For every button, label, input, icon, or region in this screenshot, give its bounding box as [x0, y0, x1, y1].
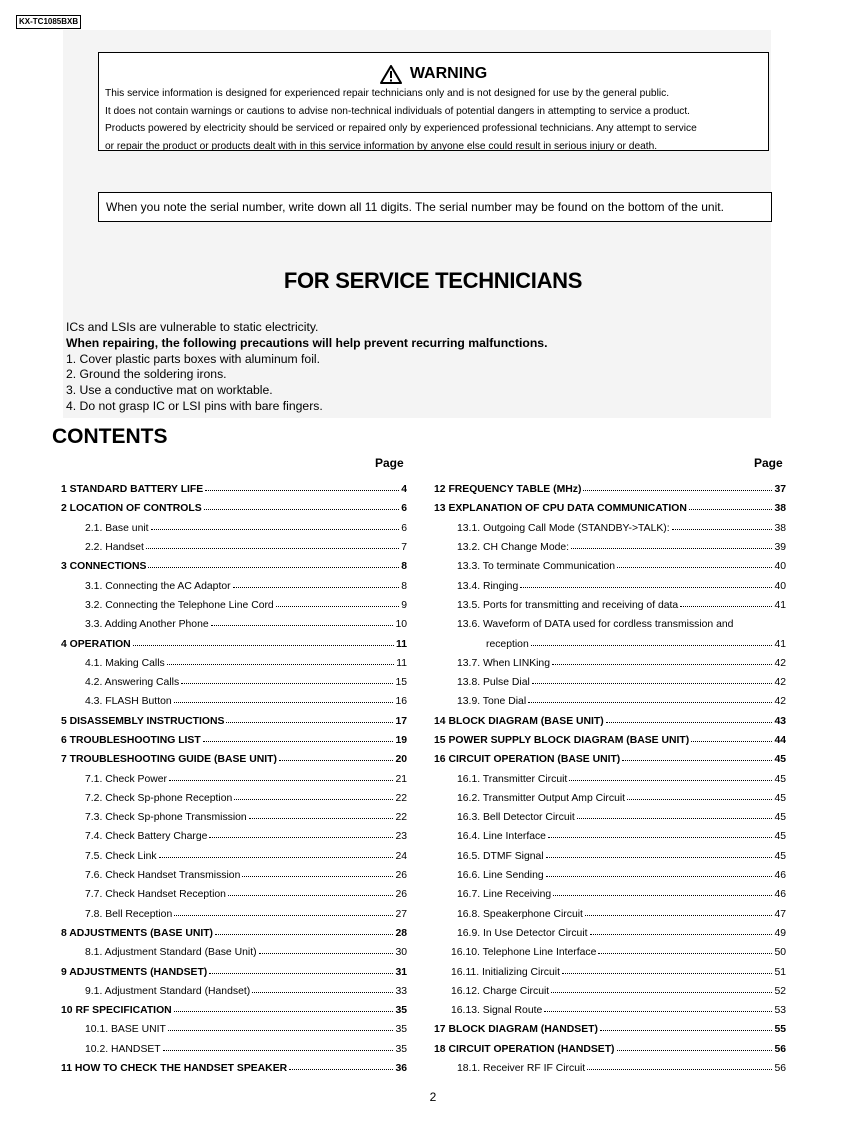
toc-entry-page: 35 [395, 1005, 407, 1017]
toc-entry-page: 4 [401, 484, 407, 496]
toc-entry-title: 2.2. Handset [85, 542, 144, 554]
toc-entry[interactable] [434, 596, 786, 615]
toc-entry-page: 6 [401, 522, 407, 534]
toc-entry-title: 3.3. Adding Another Phone [85, 619, 209, 631]
toc-entry-title: 11 HOW TO CHECK THE HANDSET SPEAKER [61, 1063, 288, 1075]
toc-entry-title: 13.2. CH Change Mode: [457, 542, 570, 554]
toc-dot-leader [587, 1069, 772, 1070]
toc-entry-page: 33 [395, 985, 407, 997]
toc-entry[interactable] [55, 982, 407, 1001]
toc-entry-page: 39 [774, 542, 786, 554]
toc-entry-page: 41 [774, 638, 786, 650]
toc-entry[interactable] [55, 519, 407, 538]
toc-dot-leader [546, 857, 773, 858]
toc-entry-title: 7.7. Check Handset Reception [85, 889, 226, 901]
toc-entry[interactable] [55, 480, 407, 499]
toc-entry-title: 2 LOCATION OF CONTROLS [61, 503, 202, 515]
toc-dot-leader [276, 606, 400, 607]
toc-entry-page: 35 [395, 1043, 407, 1055]
toc-dot-leader [672, 529, 773, 530]
toc-entry-page: 47 [774, 908, 786, 920]
toc-entry[interactable] [55, 789, 407, 808]
toc-dot-leader [209, 973, 393, 974]
toc-dot-leader [577, 818, 773, 819]
toc-entry[interactable] [434, 576, 786, 595]
toc-entry-title: 9.1. Adjustment Standard (Handset) [85, 985, 251, 997]
toc-entry-title: 7.1. Check Power [85, 773, 168, 785]
toc-entry-title: 16.4. Line Interface [457, 831, 546, 843]
toc-entry-title: 16.9. In Use Detector Circuit [457, 927, 588, 939]
toc-entry[interactable] [55, 557, 407, 576]
page-column-label-left: Page [375, 456, 404, 470]
toc-entry[interactable] [434, 1001, 786, 1020]
toc-entry[interactable] [434, 692, 786, 711]
toc-dot-leader [204, 509, 400, 510]
toc-entry-page: 51 [774, 966, 786, 978]
toc-dot-leader [600, 1030, 772, 1031]
toc-entry-title: 17 BLOCK DIAGRAM (HANDSET) [434, 1024, 598, 1036]
toc-dot-leader [689, 509, 773, 510]
toc-entry[interactable] [434, 712, 786, 731]
toc-entry[interactable] [434, 885, 786, 904]
toc-entry-page: 45 [774, 831, 786, 843]
toc-entry[interactable] [434, 750, 786, 769]
toc-entry-page: 20 [395, 754, 407, 766]
toc-entry-title: 13.3. To terminate Communication [457, 561, 616, 573]
toc-dot-leader [553, 895, 772, 896]
toc-entry[interactable] [434, 557, 786, 576]
toc-entry-title: 10.2. HANDSET [85, 1043, 161, 1055]
toc-entry-page: 43 [774, 715, 786, 727]
warning-heading [105, 63, 762, 85]
toc-entry[interactable] [434, 538, 786, 557]
toc-entry[interactable] [434, 982, 786, 1001]
toc-dot-leader [163, 1050, 394, 1051]
warning-title: WARNING [409, 65, 488, 82]
toc-dot-leader [551, 992, 772, 993]
toc-entry[interactable] [55, 1020, 407, 1039]
toc-dot-leader [174, 915, 393, 916]
model-number-tag: KX-TC1085BXB [16, 15, 81, 29]
toc-entry-page: 31 [395, 966, 407, 978]
toc-entry[interactable] [55, 905, 407, 924]
warning-box [98, 52, 769, 151]
toc-dot-leader [520, 587, 772, 588]
toc-entry[interactable] [55, 866, 407, 885]
serial-number-note: When you note the serial number, write down all 11 digits. The serial number may be found on the bottom of the unit. [98, 192, 772, 222]
toc-entry-page: 45 [774, 850, 786, 862]
toc-entry-page: 45 [774, 812, 786, 824]
toc-entry[interactable] [55, 827, 407, 846]
toc-entry[interactable] [55, 576, 407, 595]
toc-dot-leader [528, 702, 772, 703]
toc-entry-page: 36 [395, 1063, 407, 1075]
toc-entry[interactable] [434, 480, 786, 499]
toc-dot-leader [234, 799, 393, 800]
toc-dot-leader [617, 567, 772, 568]
toc-dot-leader [215, 934, 393, 935]
toc-entry[interactable] [55, 1040, 407, 1059]
toc-entry-page: 49 [774, 927, 786, 939]
toc-entry-title: 15 POWER SUPPLY BLOCK DIAGRAM (BASE UNIT) [434, 735, 690, 746]
toc-entry-title: 6 TROUBLESHOOTING LIST [61, 735, 201, 746]
toc-right-column [434, 480, 786, 1078]
toc-entry-title: 16.5. DTMF Signal [457, 850, 544, 862]
toc-entry-page: 53 [774, 1005, 786, 1017]
toc-dot-leader [259, 953, 394, 954]
toc-dot-leader [249, 818, 394, 819]
toc-entry-page: 42 [774, 696, 786, 708]
warning-line: or repair the product or products dealt with in this service information by anyone else could result in serious injury or death. [105, 140, 658, 152]
toc-entry-page: 56 [774, 1063, 786, 1075]
toc-entry-page: 44 [774, 735, 786, 746]
toc-dot-leader [203, 741, 394, 742]
toc-entry[interactable] [434, 1020, 786, 1039]
toc-entry-title: 9 ADJUSTMENTS (HANDSET) [61, 966, 208, 978]
toc-entry-title: 4.2. Answering Calls [85, 677, 180, 689]
toc-entry-page: 38 [774, 522, 786, 534]
toc-dot-leader [167, 664, 395, 665]
precaution-item: 4. Do not grasp IC or LSI pins with bare fingers. [66, 398, 323, 413]
toc-entry-page: 46 [774, 889, 786, 901]
toc-entry[interactable] [434, 634, 786, 653]
toc-entry[interactable] [55, 499, 407, 518]
toc-entry-page: 38 [774, 503, 786, 515]
toc-dot-leader [169, 780, 393, 781]
toc-entry-page: 55 [774, 1024, 786, 1036]
toc-dot-leader [233, 587, 400, 588]
toc-dot-leader [548, 837, 772, 838]
toc-dot-leader [226, 722, 393, 723]
toc-entry[interactable] [434, 789, 786, 808]
toc-entry[interactable] [55, 731, 407, 750]
toc-entry[interactable] [434, 905, 786, 924]
toc-entry[interactable] [434, 769, 786, 788]
toc-entry-title: 7.5. Check Link [85, 850, 157, 862]
toc-dot-leader [569, 780, 772, 781]
toc-entry-title: 1 STANDARD BATTERY LIFE [61, 484, 204, 496]
toc-entry[interactable] [434, 519, 786, 538]
toc-entry-title: 13.1. Outgoing Call Mode (STANDBY->TALK): [457, 522, 670, 534]
toc-entry[interactable] [55, 1001, 407, 1020]
toc-entry-page: 40 [774, 580, 786, 592]
toc-entry-title: 13 EXPLANATION OF CPU DATA COMMUNICATION [434, 503, 687, 515]
toc-entry[interactable] [55, 885, 407, 904]
contents-title: CONTENTS [52, 425, 168, 448]
toc-entry-page: 45 [774, 773, 786, 785]
toc-entry[interactable] [434, 962, 786, 981]
toc-entry-title: 7.4. Check Battery Charge [85, 831, 208, 843]
toc-dot-leader [590, 934, 773, 935]
toc-entry-title: 16.6. Line Sending [457, 870, 544, 882]
toc-dot-leader [532, 683, 773, 684]
toc-entry-title: 13.7. When LINKing [457, 657, 550, 669]
static-precautions [66, 320, 547, 415]
toc-entry[interactable] [55, 712, 407, 731]
toc-entry-page: 27 [395, 908, 407, 920]
toc-entry-page: 56 [774, 1043, 786, 1055]
toc-dot-leader [151, 529, 400, 530]
service-technicians-heading: FOR SERVICE TECHNICIANS [283, 268, 583, 293]
toc-entry-title: 2.1. Base unit [85, 522, 149, 534]
toc-entry-title: 12 FREQUENCY TABLE (MHz) [434, 484, 582, 496]
toc-entry-title: 16.10. Telephone Line Interface [451, 947, 597, 959]
toc-entry[interactable] [434, 808, 786, 827]
toc-dot-leader [205, 490, 399, 491]
toc-entry-title: 4 OPERATION [61, 638, 131, 650]
toc-entry-page: 8 [401, 580, 407, 592]
toc-dot-leader [552, 664, 772, 665]
precaution-bold-note: When repairing, the following precautions will help prevent recurring malfunctions. [66, 335, 548, 350]
toc-entry[interactable] [434, 943, 786, 962]
toc-entry-page: 26 [395, 870, 407, 882]
toc-entry-page: 11 [396, 657, 407, 669]
toc-dot-leader [228, 895, 394, 896]
toc-dot-leader [606, 722, 773, 723]
toc-entry-title: 8 ADJUSTMENTS (BASE UNIT) [61, 927, 214, 939]
toc-entry-title: 18 CIRCUIT OPERATION (HANDSET) [434, 1043, 615, 1055]
toc-entry[interactable] [55, 615, 407, 634]
toc-dot-leader [252, 992, 393, 993]
toc-entry-page: 11 [396, 638, 407, 650]
toc-entry-page: 45 [774, 792, 786, 804]
toc-entry-title: 7.2. Check Sp-phone Reception [85, 792, 233, 804]
toc-entry[interactable] [55, 924, 407, 943]
toc-entry-page: 42 [774, 677, 786, 689]
toc-entry-page: 52 [774, 985, 786, 997]
warning-line: This service information is designed for experienced repair technicians only and is not designed for use by the general public. [105, 88, 670, 99]
toc-entry-page: 40 [774, 561, 786, 573]
toc-dot-leader [174, 702, 394, 703]
toc-entry-page: 22 [395, 792, 407, 804]
toc-entry[interactable] [55, 1059, 407, 1078]
toc-dot-leader [583, 490, 772, 491]
toc-dot-leader [680, 606, 772, 607]
toc-entry-title: 13.4. Ringing [457, 580, 519, 592]
toc-dot-leader [174, 1011, 394, 1012]
toc-entry-page: 41 [774, 599, 786, 611]
toc-entry[interactable] [434, 1059, 786, 1078]
toc-entry-page: 30 [395, 947, 407, 959]
toc-entry-page: 50 [774, 947, 786, 959]
toc-entry-title: 7.3. Check Sp-phone Transmission [85, 812, 247, 824]
toc-dot-leader [627, 799, 772, 800]
toc-entry-title: 16.2. Transmitter Output Amp Circuit [457, 792, 626, 804]
toc-entry-page: 21 [395, 773, 407, 785]
toc-entry[interactable] [55, 673, 407, 692]
page-number: 2 [429, 1090, 437, 1104]
toc-entry[interactable] [55, 750, 407, 769]
toc-entry[interactable] [434, 654, 786, 673]
toc-dot-leader [617, 1050, 773, 1051]
toc-dot-leader [622, 760, 772, 761]
toc-dot-leader [242, 876, 393, 877]
toc-entry-title: 16.11. Initializing Circuit [451, 966, 560, 978]
toc-dot-leader [168, 1030, 394, 1031]
toc-dot-leader [148, 567, 399, 568]
warning-line: It does not contain warnings or cautions to advise non-technical individuals of potential dangers in attempting to service a product. [105, 105, 690, 117]
toc-entry[interactable] [55, 538, 407, 557]
toc-entry[interactable] [434, 615, 786, 634]
toc-entry[interactable] [55, 596, 407, 615]
toc-entry-page: 23 [395, 831, 407, 843]
toc-dot-leader [598, 953, 772, 954]
toc-entry-page: 22 [395, 812, 407, 824]
toc-dot-leader [585, 915, 773, 916]
toc-entry[interactable] [55, 962, 407, 981]
toc-entry-title: 7.8. Bell Reception [85, 908, 173, 920]
toc-entry-title: 13.5. Ports for transmitting and receiving of data [457, 599, 679, 611]
toc-entry-title: 13.6. Waveform of DATA used for cordless transmission and [457, 619, 734, 631]
toc-dot-leader [546, 876, 773, 877]
toc-entry[interactable] [434, 866, 786, 885]
warning-line: Products powered by electricity should be serviced or repaired only by experienced professional technicians. Any attempt to service [105, 123, 697, 134]
toc-dot-leader [544, 1011, 772, 1012]
toc-entry-title: 5 DISASSEMBLY INSTRUCTIONS [61, 715, 225, 727]
toc-entry[interactable] [55, 847, 407, 866]
toc-dot-leader [209, 837, 393, 838]
toc-entry-title: 16.13. Signal Route [451, 1005, 543, 1017]
precaution-intro: ICs and LSIs are vulnerable to static electricity. [66, 320, 319, 334]
warning-triangle-icon [380, 65, 402, 84]
toc-entry-page: 26 [395, 889, 407, 901]
toc-entry-page: 9 [401, 599, 407, 611]
toc-entry[interactable] [55, 654, 407, 673]
toc-entry-title: 16 CIRCUIT OPERATION (BASE UNIT) [434, 754, 621, 766]
toc-dot-leader [289, 1069, 393, 1070]
toc-entry[interactable] [55, 808, 407, 827]
toc-entry-title: 16.12. Charge Circuit [451, 985, 550, 997]
toc-entry[interactable] [55, 634, 407, 653]
toc-entry[interactable] [434, 847, 786, 866]
toc-entry[interactable] [55, 943, 407, 962]
toc-entry-title: 7.6. Check Handset Transmission [85, 870, 241, 882]
toc-dot-leader [531, 645, 773, 646]
toc-entry-page: 37 [774, 484, 786, 496]
toc-dot-leader [181, 683, 393, 684]
toc-entry-page: 7 [401, 542, 407, 554]
toc-entry-title: 13.8. Pulse Dial [457, 677, 530, 689]
toc-entry-page: 42 [774, 657, 786, 669]
toc-entry-title: 18.1. Receiver RF IF Circuit [457, 1063, 586, 1075]
toc-entry-title: 16.8. Speakerphone Circuit [457, 908, 583, 920]
toc-entry-page: 16 [395, 696, 407, 708]
toc-entry-title: 8.1. Adjustment Standard (Base Unit) [85, 947, 257, 959]
page-column-label-right: Page [754, 456, 783, 470]
toc-entry-title: 7 TROUBLESHOOTING GUIDE (BASE UNIT) [61, 754, 277, 766]
toc-entry[interactable] [434, 499, 786, 518]
toc-entry-page: 10 [395, 619, 407, 631]
toc-entry-title: 14 BLOCK DIAGRAM (BASE UNIT) [434, 715, 604, 727]
toc-dot-leader [146, 548, 399, 549]
toc-entry-title: 10.1. BASE UNIT [85, 1024, 166, 1036]
toc-entry-page: 17 [395, 715, 407, 727]
toc-entry-title: 3 CONNECTIONS [61, 561, 147, 573]
precaution-item: 1. Cover plastic parts boxes with aluminum foil. [66, 351, 321, 366]
toc-entry-title: 4.3. FLASH Button [85, 696, 172, 708]
toc-entry-title: 10 RF SPECIFICATION [61, 1005, 172, 1017]
precaution-item: 3. Use a conductive mat on worktable. [66, 383, 273, 398]
toc-entry-title: 3.2. Connecting the Telephone Line Cord [85, 599, 274, 611]
toc-dot-leader [159, 857, 394, 858]
toc-entry[interactable] [434, 731, 786, 750]
toc-dot-leader [562, 973, 772, 974]
toc-entry-page: 24 [395, 850, 407, 862]
toc-entry-page: 19 [395, 735, 407, 746]
toc-entry-page: 35 [395, 1024, 407, 1036]
toc-dot-leader [279, 760, 394, 761]
precaution-item: 2. Ground the soldering irons. [66, 367, 227, 382]
toc-entry-page: 8 [401, 561, 407, 573]
toc-dot-leader [211, 625, 394, 626]
toc-entry[interactable] [55, 692, 407, 711]
toc-entry[interactable] [434, 924, 786, 943]
toc-entry-title: 16.1. Transmitter Circuit [457, 773, 568, 785]
toc-entry-title: 16.3. Bell Detector Circuit [457, 812, 575, 824]
toc-dot-leader [691, 741, 772, 742]
toc-entry-title: 13.9. Tone Dial [457, 696, 527, 708]
toc-entry-page: 46 [774, 870, 786, 882]
toc-left-column [55, 480, 407, 1078]
toc-dot-leader [571, 548, 772, 549]
toc-entry-page: 28 [395, 927, 407, 939]
toc-entry-page: 45 [774, 754, 786, 766]
toc-entry-title: reception [486, 638, 529, 650]
toc-entry[interactable] [55, 769, 407, 788]
toc-dot-leader [133, 645, 394, 646]
toc-entry-page: 15 [395, 677, 407, 689]
toc-entry[interactable] [434, 827, 786, 846]
toc-entry-title: 3.1. Connecting the AC Adaptor [85, 580, 231, 592]
toc-entry[interactable] [434, 673, 786, 692]
toc-entry-page: 6 [401, 503, 407, 515]
toc-entry-title: 16.7. Line Receiving [457, 889, 552, 901]
toc-entry-title: 4.1. Making Calls [85, 657, 165, 669]
toc-entry[interactable] [434, 1040, 786, 1059]
